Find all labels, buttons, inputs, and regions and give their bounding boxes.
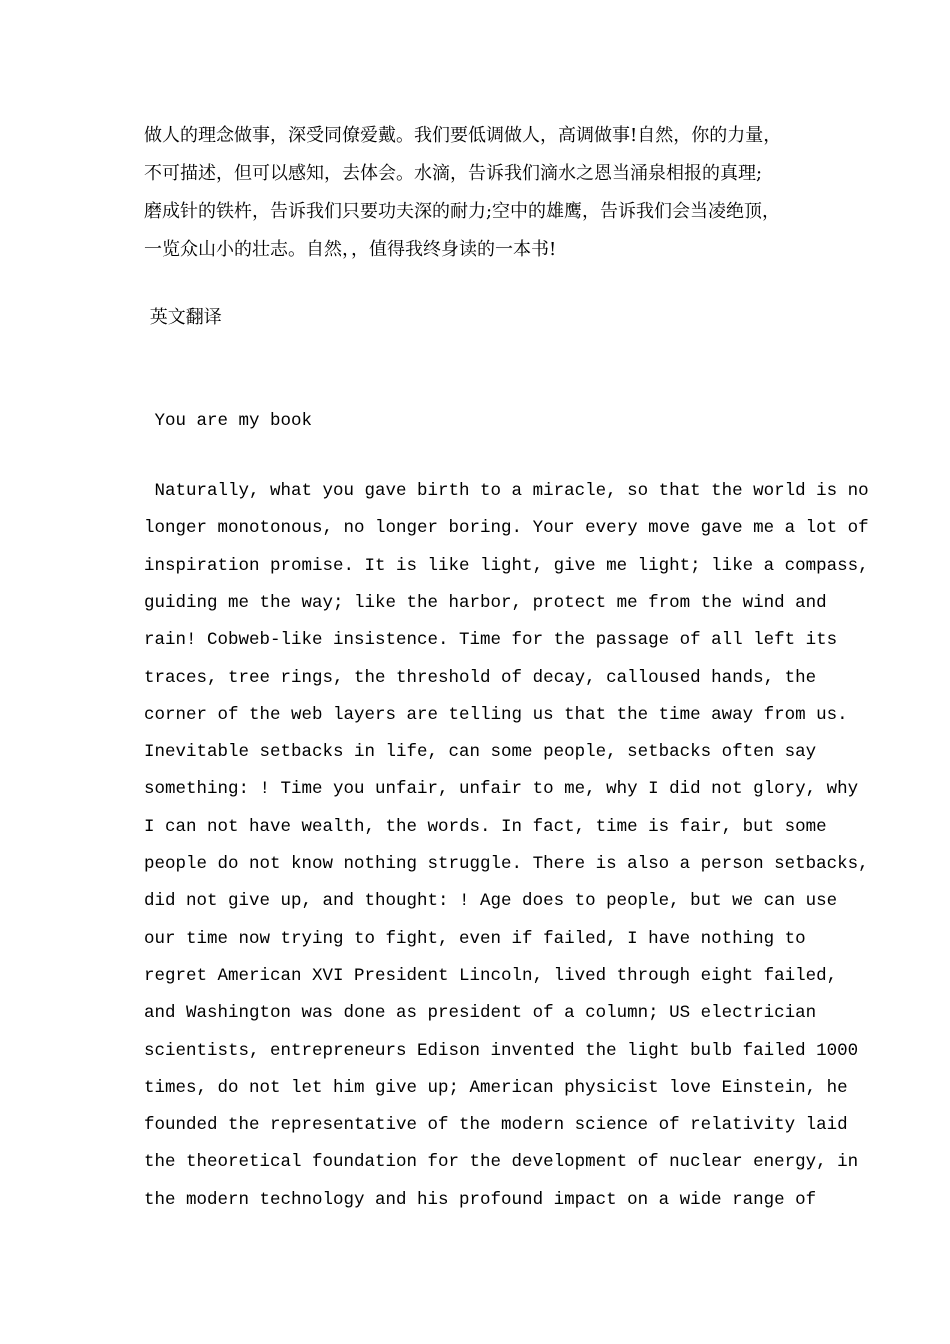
english-line: the modern technology and his profound impact on a wide range of bbox=[144, 1190, 817, 1210]
chinese-line: 磨成针的铁杵，告诉我们只要功夫深的耐力;空中的雄鹰，告诉我们会当凌绝顶， bbox=[144, 201, 781, 222]
english-line: scientists, entrepreneurs Edison invented the light bulb failed 1000 bbox=[144, 1041, 859, 1061]
english-line: and Washington was done as president of a column; US electrician bbox=[144, 1003, 817, 1023]
english-title: You are my book bbox=[144, 411, 313, 431]
english-line: corner of the web layers are telling us that the time away from us. bbox=[144, 705, 848, 725]
english-line: people do not know nothing struggle. There is also a person setbacks, bbox=[144, 854, 869, 874]
document-page bbox=[144, 0, 869, 1344]
english-line: I can not have wealth, the words. In fact, time is fair, but some bbox=[144, 817, 827, 837]
english-line: traces, tree rings, the threshold of decay, calloused hands, the bbox=[144, 668, 817, 688]
english-line: founded the representative of the modern science of relativity laid bbox=[144, 1115, 848, 1135]
english-line: our time now trying to fight, even if failed, I have nothing to bbox=[144, 929, 806, 949]
english-line: inspiration promise. It is like light, give me light; like a compass, bbox=[144, 556, 869, 576]
english-line: Inevitable setbacks in life, can some people, setbacks often say bbox=[144, 742, 817, 762]
chinese-line: 不可描述，但可以感知，去体会。水滴，告诉我们滴水之恩当涌泉相报的真理; bbox=[144, 163, 763, 184]
chinese-line: 做人的理念做事，深受同僚爱戴。我们要低调做人，高调做事!自然，你的力量， bbox=[144, 125, 782, 146]
english-line: did not give up, and thought: ! Age does to people, but we can use bbox=[144, 891, 838, 911]
english-line: guiding me the way; like the harbor, protect me from the wind and bbox=[144, 593, 827, 613]
english-line: Naturally, what you gave birth to a miracle, so that the world is no bbox=[144, 481, 869, 501]
english-line: something: ! Time you unfair, unfair to me, why I did not glory, why bbox=[144, 779, 859, 799]
english-line: the theoretical foundation for the development of nuclear energy, in bbox=[144, 1152, 859, 1172]
english-line: times, do not let him give up; American physicist love Einstein, he bbox=[144, 1078, 848, 1098]
english-line: rain! Cobweb-like insistence. Time for the passage of all left its bbox=[144, 630, 838, 650]
section-heading: 英文翻译 bbox=[144, 307, 222, 328]
english-line: longer monotonous, no longer boring. Your every move gave me a lot of bbox=[144, 518, 869, 538]
chinese-line: 一览众山小的壮志。自然，，值得我终身读的一本书! bbox=[144, 239, 557, 260]
english-line: regret American XVI President Lincoln, lived through eight failed, bbox=[144, 966, 838, 986]
